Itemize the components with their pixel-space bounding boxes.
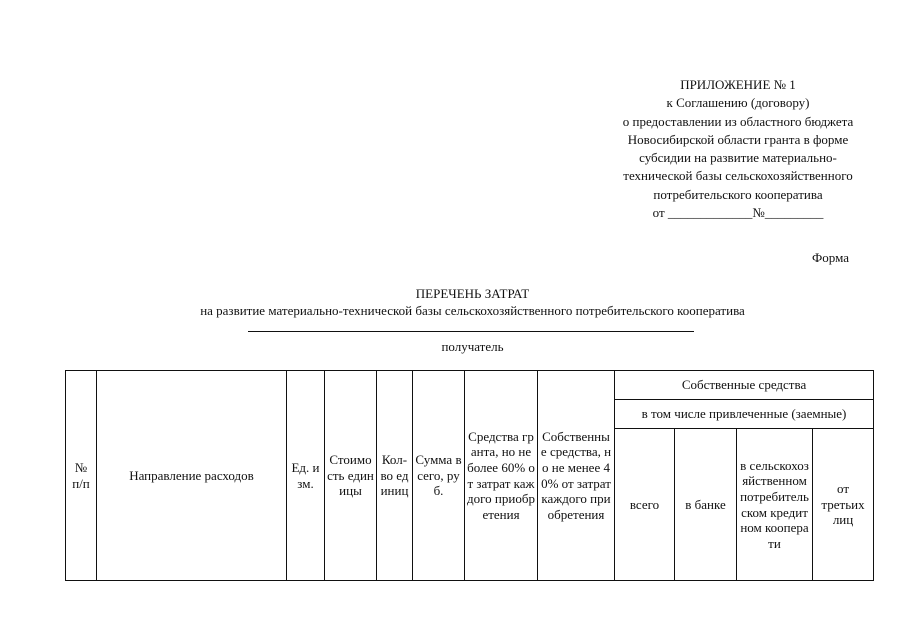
appendix-title: ПРИЛОЖЕНИЕ № 1 [680,77,796,92]
appendix-line: технической базы сельскохозяйственного [623,168,853,184]
form-label: Форма [812,250,849,265]
header-third-parties: от третьих лиц [813,429,874,581]
header-own-group: Собственные средства [615,371,874,400]
header-quantity: Кол-во единиц [377,371,413,581]
header-grant: Средства гранта, но не более 60% от затрат каждого приобретения [465,371,538,581]
header-coop: в сельскохозяйственном потребительском кредитном кооперати [737,429,813,581]
appendix-line: Новосибирской области гранта в форме [627,131,849,147]
header-borrowed-group: в том числе привлеченные (заемные) [615,400,874,429]
expense-table [65,370,874,581]
appendix-line: к Соглашению (договору) [666,95,810,111]
recipient-label: получатель [441,339,504,354]
appendix-line: о предоставлении из областного бюджета [622,113,854,129]
document-subtitle: на развитие материально-технической базы сельскохозяйственного потребительского кооператива [200,303,745,318]
heading-block [100,285,845,319]
appendix-line: потребительского кооператива [653,186,823,202]
appendix-date-number-line: от _____________№_________ [652,205,824,221]
header-bank: в банке [675,429,737,581]
header-all: всего [615,429,675,581]
document-title: ПЕРЕЧЕНЬ ЗАТРАТ [415,286,530,301]
header-total: Сумма всего, руб. [413,371,465,581]
header-own-funds: Собственные средства, но не менее 40% от затрат каждого приобретения [538,371,615,581]
recipient-blank-line [248,331,694,332]
header-unit-cost: Стоимость единицы [325,371,377,581]
header-direction: Направление расходов [97,371,287,581]
header-num: № п/п [66,371,97,581]
appendix-block [598,76,878,222]
header-unit: Ед. изм. [287,371,325,581]
appendix-line: субсидии на развитие материально- [639,150,837,166]
